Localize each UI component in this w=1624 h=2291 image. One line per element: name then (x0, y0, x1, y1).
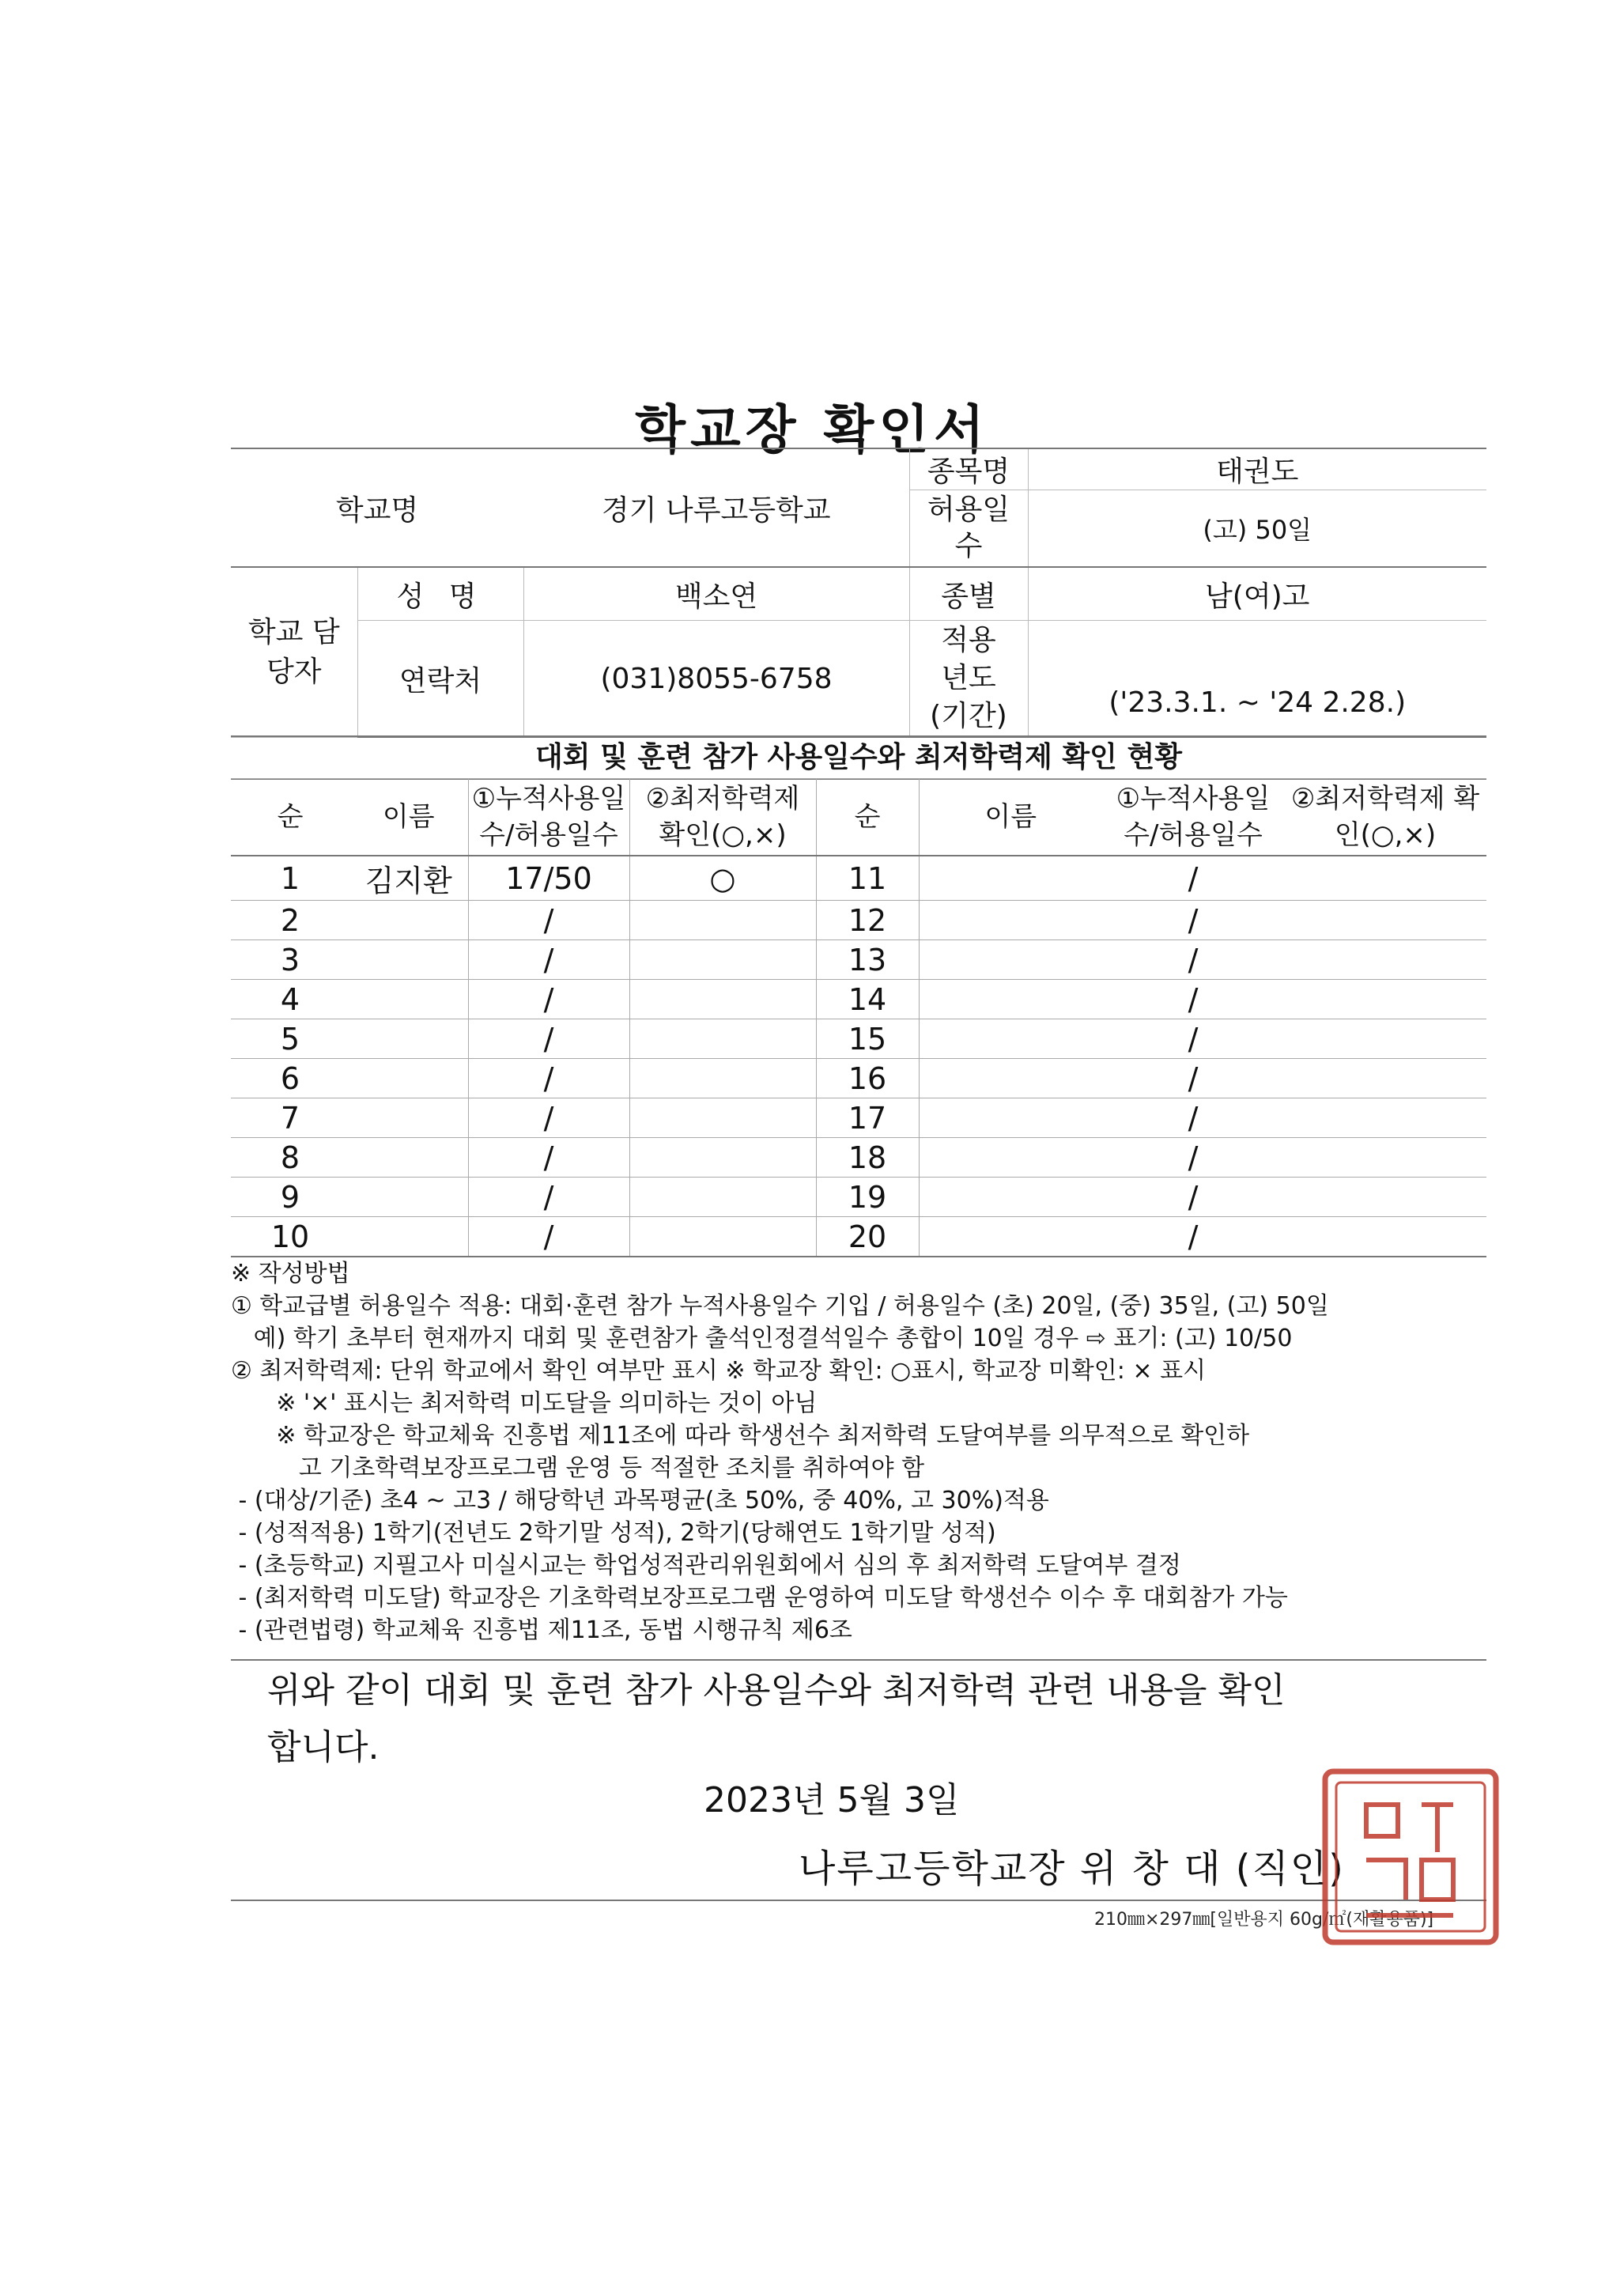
writing-instructions (231, 1257, 1496, 1646)
note-line: - (최저학력 미도달) 학교장은 기초학력보장프로그램 운영하여 미도달 학생선수 이수 후 대회참가 가능 (231, 1584, 1288, 1612)
note-line: ※ 작성방법 (231, 1260, 350, 1287)
table-row (231, 901, 1486, 940)
cell-name (919, 980, 1102, 1019)
divider (231, 1659, 1486, 1661)
period-value: ('23.3.1. ~ '24 2.28.) (1028, 621, 1486, 738)
cell-days: / (468, 940, 629, 980)
table-row (231, 1098, 1486, 1138)
cell-check (1284, 1138, 1486, 1178)
cell-no: 19 (816, 1178, 919, 1217)
divider (231, 1900, 1486, 1901)
cell-no: 16 (816, 1059, 919, 1098)
cell-days: / (1102, 856, 1284, 901)
cell-no: 14 (816, 980, 919, 1019)
table-row (231, 1138, 1486, 1178)
cell-no: 9 (231, 1178, 349, 1217)
cell-name (349, 980, 468, 1019)
issue-date: 2023년 5월 3일 (704, 1780, 960, 1820)
contact-value: (031)8055-6758 (523, 621, 909, 738)
sport-value: 태권도 (1028, 448, 1486, 490)
cell-check (629, 1098, 816, 1138)
header-name: 이름 (349, 779, 468, 856)
table-row (231, 1217, 1486, 1257)
cell-days: / (1102, 1138, 1284, 1178)
cell-no: 10 (231, 1217, 349, 1257)
cell-days: / (1102, 1098, 1284, 1138)
cell-days: / (468, 1217, 629, 1257)
cell-check (1284, 1098, 1486, 1138)
cell-name (919, 1019, 1102, 1059)
cell-days: / (468, 901, 629, 940)
gender-label: 종별 (909, 567, 1028, 621)
cell-no: 12 (816, 901, 919, 940)
header-days: ①누적사용일수/허용일수 (468, 779, 629, 856)
cell-days: / (1102, 1178, 1284, 1217)
cell-name (919, 1178, 1102, 1217)
note-line: ② 최저학력제: 단위 학교에서 확인 여부만 표시 ※ 학교장 확인: ○표시, 학교장 미확인: × 표시 (231, 1357, 1207, 1385)
cell-name (919, 940, 1102, 980)
cell-check (1284, 1019, 1486, 1059)
name-label: 성 명 (357, 567, 523, 621)
cell-name (919, 1217, 1102, 1257)
contact-label: 연락처 (357, 621, 523, 738)
cell-name (919, 856, 1102, 901)
cell-days: / (468, 1138, 629, 1178)
cell-no: 11 (816, 856, 919, 901)
principal-signature: 나루고등학교장 위 창 대 (직인) (799, 1847, 1345, 1891)
cell-no: 7 (231, 1098, 349, 1138)
cell-no: 20 (816, 1217, 919, 1257)
cell-no: 13 (816, 940, 919, 980)
document-title: 학교장 확인서 (635, 399, 989, 460)
note-line: ① 학교급별 허용일수 적용: 대회·훈련 참가 누적사용일수 기입 / 허용일수 (초) 20일, (중) 35일, (고) 50일 (231, 1292, 1329, 1320)
staff-label: 학교 담당자 (231, 567, 357, 737)
note-line: 고 기초학력보장프로그램 운영 등 적절한 조치를 취하여야 함 (231, 1454, 925, 1482)
cell-days: / (468, 980, 629, 1019)
gender-value: 남(여)고 (1028, 567, 1486, 621)
cell-check (629, 980, 816, 1019)
cell-days: / (1102, 940, 1284, 980)
cell-check (1284, 901, 1486, 940)
cell-check (1284, 940, 1486, 980)
note-line: - (관련법령) 학교체육 진흥법 제11조, 동법 시행규칙 제6조 (231, 1616, 852, 1644)
cell-days: / (468, 1019, 629, 1059)
cell-name (349, 901, 468, 940)
cell-name (349, 940, 468, 980)
cell-check (629, 940, 816, 980)
cell-check (1284, 856, 1486, 901)
cell-name (349, 1059, 468, 1098)
cell-check (629, 1019, 816, 1059)
official-seal-icon (1319, 1765, 1502, 1949)
cell-name (919, 1059, 1102, 1098)
cell-days: / (1102, 1019, 1284, 1059)
cell-days: / (1102, 1217, 1284, 1257)
table-row (231, 856, 1486, 901)
cell-no: 15 (816, 1019, 919, 1059)
cell-no: 17 (816, 1098, 919, 1138)
staff-name: 백소연 (523, 567, 909, 621)
cell-name (919, 1098, 1102, 1138)
info-table (231, 448, 1486, 738)
cell-no: 8 (231, 1138, 349, 1178)
cell-no: 18 (816, 1138, 919, 1178)
cell-days: / (1102, 1059, 1284, 1098)
cell-days: / (1102, 901, 1284, 940)
header-name: 이름 (919, 779, 1102, 856)
cell-no: 4 (231, 980, 349, 1019)
cell-name (919, 901, 1102, 940)
cell-no: 5 (231, 1019, 349, 1059)
cell-name (349, 1019, 468, 1059)
cell-name (349, 1098, 468, 1138)
period-label: 적용년도 (기간) (909, 621, 1028, 738)
cell-check (629, 1217, 816, 1257)
note-line: ※ '×' 표시는 최저학력 미도달을 의미하는 것이 아님 (231, 1389, 818, 1417)
cell-days: / (1102, 980, 1284, 1019)
table-row (231, 940, 1486, 980)
header-no: 순 (816, 779, 919, 856)
confirmation-statement (267, 1662, 1469, 1776)
allowed-days-value: (고) 50일 (1028, 490, 1486, 568)
header-check: ②최저학력제 확인(○,×) (629, 779, 816, 856)
note-line: - (대상/기준) 초4 ~ 고3 / 해당학년 과목평균(초 50%, 중 40%, 고 30%)적용 (231, 1487, 1049, 1514)
header-no: 순 (231, 779, 349, 856)
header-check: ②최저학력제 확인(○,×) (1284, 779, 1486, 856)
cell-name: 김지환 (349, 856, 468, 901)
note-line: - (성적적용) 1학기(전년도 2학기말 성적), 2학기(당해연도 1학기말 성적) (231, 1519, 996, 1547)
table-row (231, 980, 1486, 1019)
note-line: 예) 학기 초부터 현재까지 대회 및 훈련참가 출석인정결석일수 총합이 10일 경우 ⇨ 표기: (고) 10/50 (231, 1325, 1293, 1352)
note-line: - (초등학교) 지필고사 미실시교는 학업성적관리위원회에서 심의 후 최저학력 도달여부 결정 (231, 1552, 1181, 1579)
table-row (231, 1019, 1486, 1059)
cell-name (919, 1138, 1102, 1178)
table-row (231, 1059, 1486, 1098)
cell-check: ○ (629, 856, 816, 901)
cell-name (349, 1217, 468, 1257)
cell-name (349, 1138, 468, 1178)
cell-no: 1 (231, 856, 349, 901)
cell-no: 3 (231, 940, 349, 980)
confirmation-line: 위와 같이 대회 및 훈련 참가 사용일수와 최저학력 관련 내용을 확인 (267, 1670, 1286, 1711)
confirmation-line: 합니다. (267, 1727, 380, 1767)
cell-days: / (468, 1059, 629, 1098)
cell-days: 17/50 (468, 856, 629, 901)
cell-days: / (468, 1098, 629, 1138)
paper-spec: 210㎜×297㎜[일반용지 60g/㎡(재활용품)] (1094, 1910, 1434, 1930)
cell-check (629, 1178, 816, 1217)
cell-check (629, 1138, 816, 1178)
cell-days: / (468, 1178, 629, 1217)
cell-check (1284, 1178, 1486, 1217)
school-label: 학교명 (231, 448, 523, 567)
school-name: 경기 나루고등학교 (523, 448, 909, 567)
cell-check (1284, 980, 1486, 1019)
roster-table (231, 778, 1486, 1257)
sport-label: 종목명 (909, 448, 1028, 490)
cell-name (349, 1178, 468, 1217)
roster-title: 대회 및 훈련 참가 사용일수와 최저학력제 확인 현황 (231, 735, 1486, 780)
table-row (231, 1178, 1486, 1217)
allowed-days-label: 허용일수 (909, 490, 1028, 568)
cell-check (1284, 1059, 1486, 1098)
cell-check (629, 901, 816, 940)
note-line: ※ 학교장은 학교체육 진흥법 제11조에 따라 학생선수 최저학력 도달여부를 의무적으로 확인하 (231, 1422, 1250, 1450)
cell-check (1284, 1217, 1486, 1257)
cell-no: 2 (231, 901, 349, 940)
cell-check (629, 1059, 816, 1098)
header-days: ①누적사용일수/허용일수 (1102, 779, 1284, 856)
cell-no: 6 (231, 1059, 349, 1098)
